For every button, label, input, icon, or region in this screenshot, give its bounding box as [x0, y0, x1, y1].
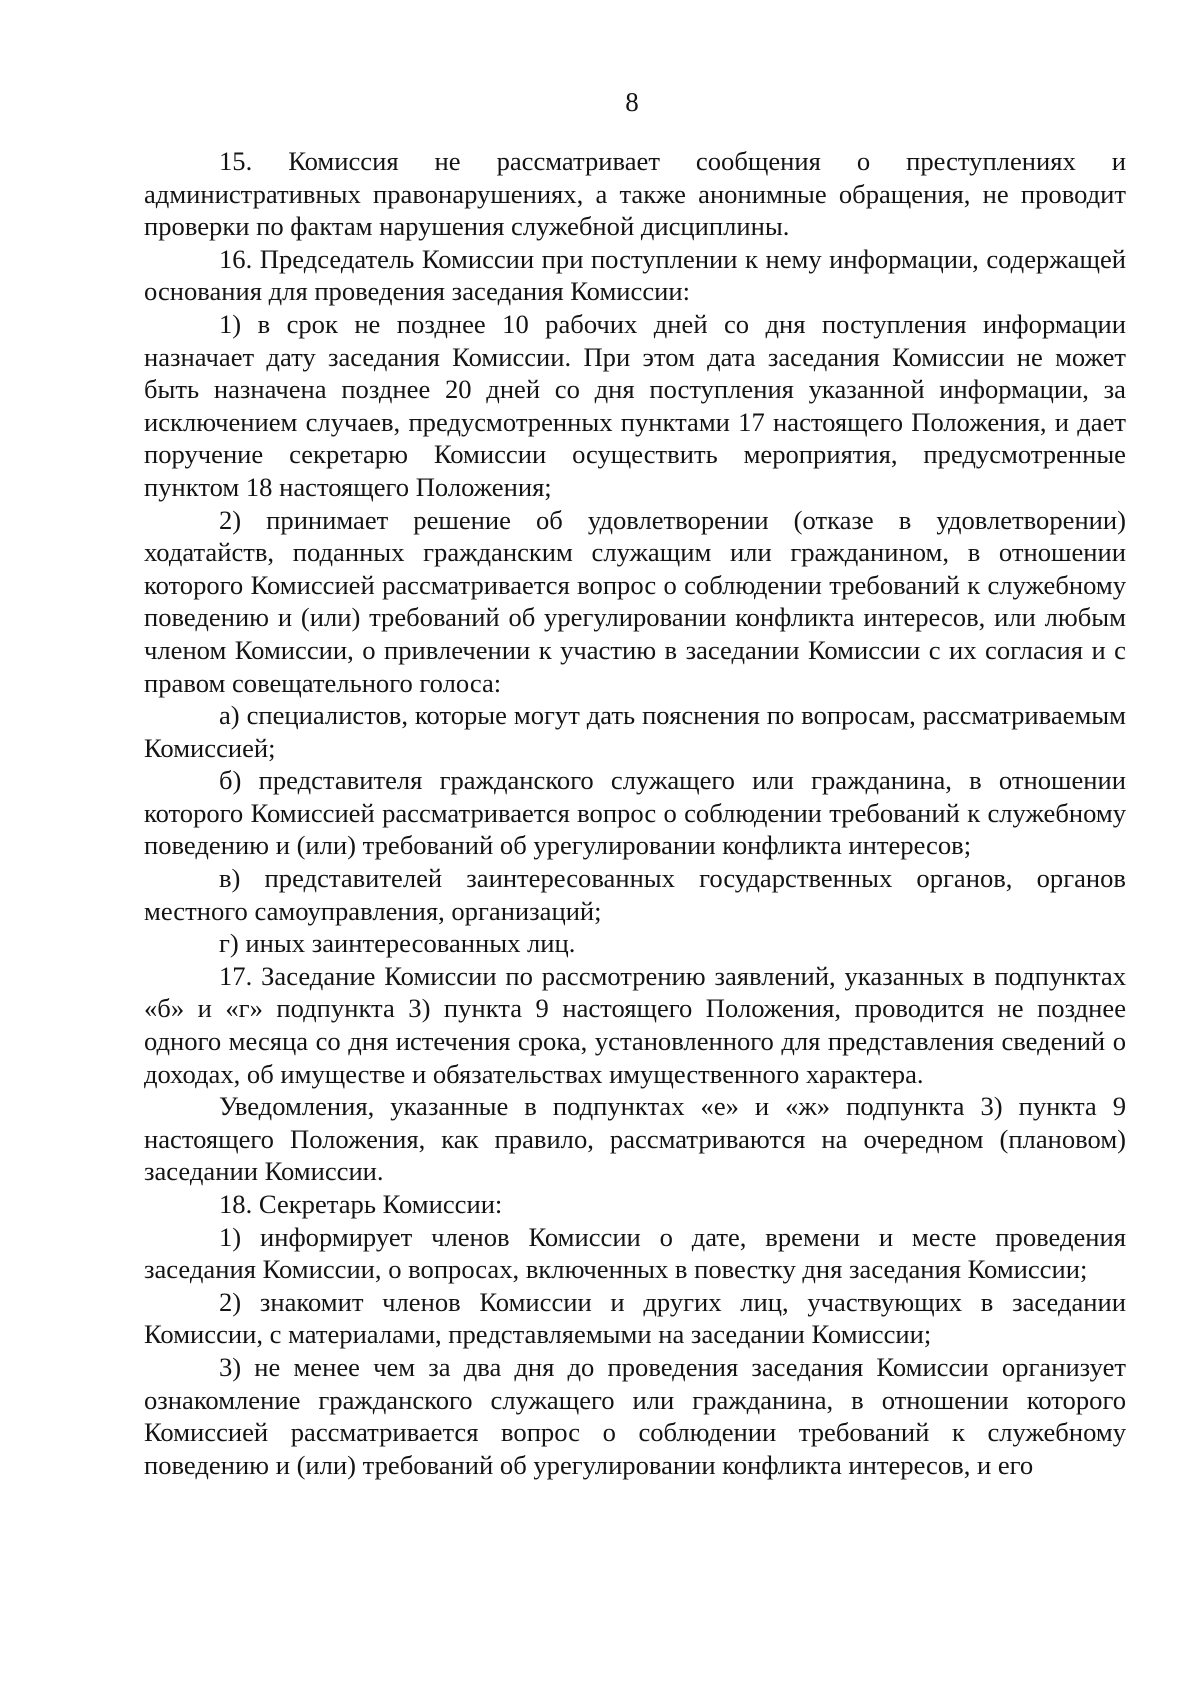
paragraph-16-item-2-b: б) представителя гражданского служащего или гражданина, в отношении которого Комиссией рассматривается вопрос о соблюдении требований к служебному поведению и (или) требований об урегулировании конфликта интересов; — [144, 765, 1126, 861]
paragraph-16-item-2-g: г) иных заинтересованных лиц. — [219, 928, 576, 959]
paragraph-18-item-3: 3) не менее чем за два дня до проведения заседания Комиссии организует ознакомление гражданского служащего или гражданина, в отношении которого Комиссией рассматривается вопрос о соблюдении требований к служебному поведению и (или) требований об урегулировании конфликта интересов, и его — [144, 1351, 1126, 1480]
paragraph-18-item-2: 2) знакомит членов Комиссии и других лиц, участвующих в заседании Комиссии, с материалами, представляемыми на заседании Комиссии; — [144, 1286, 1126, 1350]
paragraph-15: 15. Комиссия не рассматривает сообщения о преступлениях и административных правонарушениях, а также анонимные обращения, не проводит проверки по фактам нарушения служебной дисциплины. — [144, 146, 1126, 242]
paragraph-16: 16. Председатель Комиссии при поступлении к нему информации, содержащей основания для проведения заседания Комиссии: — [144, 243, 1126, 307]
paragraph-17-notifications: Уведомления, указанные в подпунктах «е» и «ж» подпункта 3) пункта 9 настоящего Положения, как правило, рассматриваются на очередном (плановом) заседании Комиссии. — [144, 1091, 1126, 1187]
paragraph-17: 17. Заседание Комиссии по рассмотрению заявлений, указанных в подпунктах «б» и «г» подпункта 3) пункта 9 настоящего Положения, проводится не позднее одного месяца со дня истечения срока, установленного для представления сведений о доходах, об имуществе и обязательствах имущественного характера. — [144, 960, 1126, 1089]
paragraph-18-item-1: 1) информирует членов Комиссии о дате, времени и месте проведения заседания Комиссии, о вопросах, включенных в повестку дня заседания Комиссии; — [144, 1221, 1126, 1285]
paragraph-18: 18. Секретарь Комиссии: — [219, 1189, 503, 1219]
paragraph-16-item-2-a: а) специалистов, которые могут дать пояснения по вопросам, рассматриваемым Комиссией; — [144, 700, 1126, 763]
page-number: 8 — [625, 87, 639, 117]
paragraph-16-item-2-v: в) представителей заинтересованных государственных органов, органов местного самоуправления, организаций; — [144, 863, 1126, 926]
paragraph-16-item-2: 2) принимает решение об удовлетворении (отказе в удовлетворении) ходатайств, поданных гражданским служащим или гражданином, в отношении которого Комиссией рассматривается вопрос о соблюдении требований к служебному поведению и (или) требований об урегулировании конфликта интересов, или любым членом Комиссии, о привлечении к участию в заседании Комиссии с их согласия и с правом совещательного голоса: — [144, 504, 1126, 698]
paragraph-16-item-1: 1) в срок не позднее 10 рабочих дней со дня поступления информации назначает дату заседания Комиссии. При этом дата заседания Комиссии не может быть назначена позднее 20 дней со дня поступления указанной информации, за исключением случаев, предусмотренных пунктами 17 настоящего Положения, и дает поручение секретарю Комиссии осуществить мероприятия, предусмотренные пунктом 18 настоящего Положения; — [144, 308, 1126, 502]
document-body — [144, 145, 1126, 1481]
